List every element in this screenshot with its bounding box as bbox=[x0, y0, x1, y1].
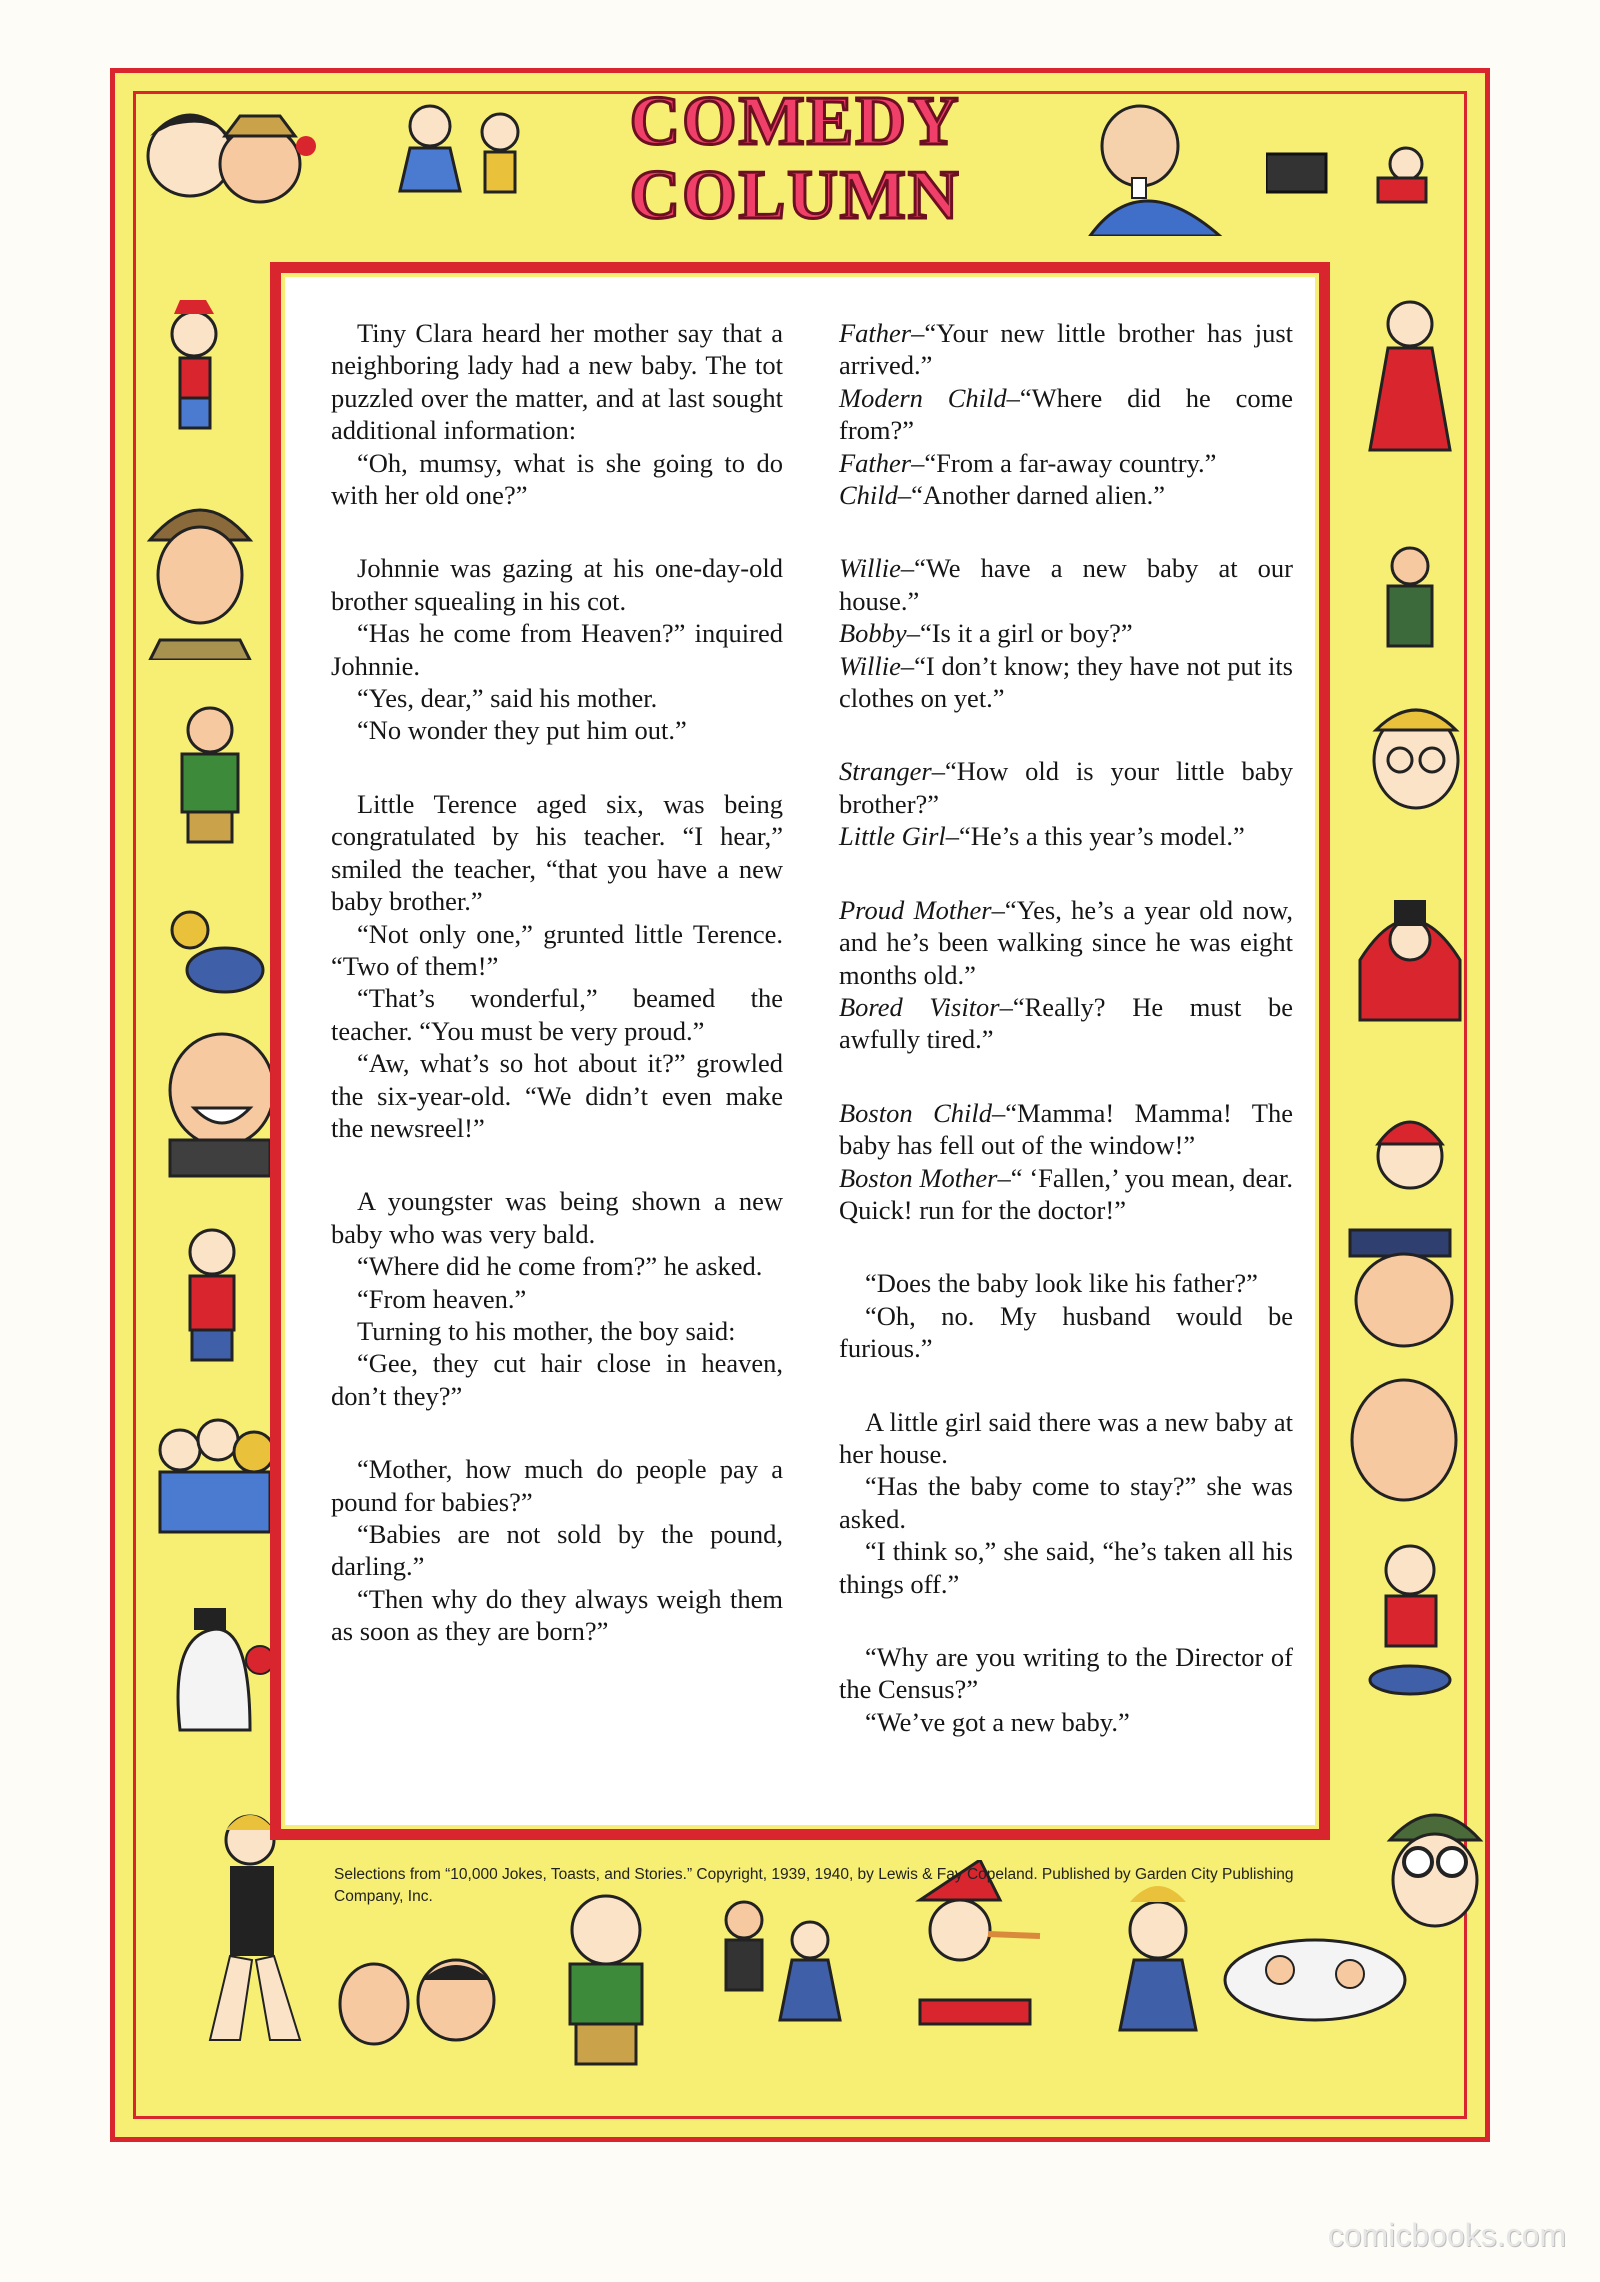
joke bbox=[839, 317, 1293, 511]
dancing-kids-cartoon bbox=[390, 96, 540, 216]
speaker-dash: – bbox=[931, 756, 945, 787]
joke bbox=[331, 1453, 783, 1647]
joke bbox=[839, 755, 1293, 852]
joke-paragraph bbox=[839, 1470, 1293, 1535]
joke-paragraph bbox=[331, 1283, 783, 1315]
ghost-with-flowers-cartoon bbox=[160, 1600, 280, 1740]
joke-text: “Does the baby look like his father?” bbox=[865, 1268, 1258, 1299]
joke-text: “Has he come from Heaven?” inquired Johnnie. bbox=[331, 618, 783, 681]
speaker-name: Stranger bbox=[839, 756, 932, 787]
camera-kid-cartoon bbox=[1266, 140, 1446, 210]
text-panel bbox=[270, 262, 1330, 1840]
magician-cartoon bbox=[1350, 880, 1470, 1050]
running-boy-cartoon bbox=[150, 300, 240, 450]
title-line-1: COMEDY bbox=[629, 83, 961, 160]
joke-text: “Is it a girl or boy?” bbox=[919, 618, 1133, 649]
joke-paragraph bbox=[839, 617, 1293, 649]
joke-text: “No wonder they put him out.” bbox=[357, 715, 687, 746]
speaker-dash: – bbox=[906, 618, 920, 649]
speaker-name: Proud Mother bbox=[839, 894, 992, 925]
baby-cartoon bbox=[1360, 1530, 1460, 1700]
joke-paragraph bbox=[839, 991, 1293, 1056]
copyright-credit: Selections from “10,000 Jokes, Toasts, and Stories.” Copyright, 1939, 1940, by Lewis & Fay Copeland. Published by Garden City Publishing Company, Inc. bbox=[334, 1866, 1294, 1905]
speaker-dash: – bbox=[900, 650, 915, 681]
speaker-dash: – bbox=[991, 894, 1005, 925]
joke-text: “I think so,” she said, “he’s taken all his things off.” bbox=[839, 1536, 1293, 1599]
joke-paragraph bbox=[839, 552, 1293, 617]
bathing-girl-cartoon bbox=[200, 1810, 320, 2070]
joke-paragraph bbox=[839, 382, 1293, 447]
joke-paragraph bbox=[839, 1300, 1293, 1365]
soldier-helmet-cartoon bbox=[140, 480, 260, 660]
whistling-boy-cartoon bbox=[170, 1220, 260, 1370]
joke bbox=[839, 1267, 1293, 1364]
speaker-name: Father bbox=[839, 447, 912, 478]
joke-paragraph bbox=[839, 479, 1293, 511]
joke-text: “Gee, they cut hair close in heaven, don’t they?” bbox=[331, 1348, 783, 1411]
joke-text: “Oh, mumsy, what is she going to do with her old one?” bbox=[331, 447, 783, 511]
smiling-boy-cartoon bbox=[540, 1880, 670, 2070]
title-line-2: COLUMN bbox=[629, 157, 961, 230]
joke-text: “Another darned alien.” bbox=[911, 480, 1165, 511]
joke bbox=[839, 552, 1293, 714]
left-column bbox=[331, 317, 783, 1689]
speaker-dash: – bbox=[897, 480, 912, 511]
joke-paragraph bbox=[331, 1347, 783, 1412]
joke-text: “Then why do they always weigh them as soon as they are born?” bbox=[331, 1583, 783, 1647]
text-panel-paper bbox=[281, 273, 1319, 1829]
speaker-dash: – bbox=[997, 1162, 1011, 1193]
joke-text: “We have a new baby at our house.” bbox=[839, 553, 1293, 616]
joke-paragraph bbox=[331, 1250, 783, 1282]
joke-paragraph bbox=[839, 1535, 1293, 1600]
joke-text: A little girl said there was a new baby at her house. bbox=[839, 1406, 1293, 1469]
joke bbox=[331, 317, 783, 511]
speaker-dash: – bbox=[911, 318, 925, 348]
redhead-kid-cartoon bbox=[1360, 1100, 1460, 1220]
joke-paragraph bbox=[839, 820, 1293, 852]
joke bbox=[839, 1097, 1293, 1227]
speaker-dash: – bbox=[992, 1097, 1006, 1128]
joke-text: “Where did he come from?” bbox=[839, 382, 1293, 446]
joke-text: “From a far-away country.” bbox=[924, 447, 1217, 478]
joke-text: “Aw, what’s so hot about it?” growled the six-year-old. “We didn’t even make the newsreel!” bbox=[331, 1048, 783, 1143]
joke-paragraph bbox=[839, 447, 1293, 479]
kneeling-soldier-cartoon bbox=[1360, 540, 1460, 670]
joke bbox=[331, 1185, 783, 1412]
sailor-and-oldman-cartoon bbox=[1340, 1220, 1470, 1520]
joke-text: “Why are you writing to the Director of the Census?” bbox=[839, 1642, 1293, 1705]
joke-paragraph bbox=[839, 650, 1293, 715]
right-column bbox=[839, 317, 1293, 1779]
watermark: comicbooks.com bbox=[1327, 2217, 1566, 2253]
girl-with-bow-cartoon bbox=[1100, 1880, 1220, 2070]
joke-paragraph bbox=[839, 317, 1293, 382]
joke-paragraph bbox=[331, 317, 783, 447]
joke-paragraph bbox=[331, 982, 783, 1047]
joke-text: “How old is your little baby brother?” bbox=[839, 756, 1293, 819]
boy-with-glasses-cartoon bbox=[1360, 680, 1470, 850]
joke-text: Johnnie was gazing at his one-day-old brother squealing in his cot. bbox=[331, 553, 783, 616]
speaker-dash: – bbox=[900, 553, 915, 584]
tramp-cartoon bbox=[160, 700, 270, 850]
joke-paragraph bbox=[839, 894, 1293, 991]
joke bbox=[331, 788, 783, 1144]
joke-text: “He’s a this year’s model.” bbox=[959, 821, 1245, 852]
bald-man-cartoon bbox=[1070, 96, 1240, 236]
joke-text: “Mother, how much do people pay a pound for babies?” bbox=[331, 1454, 783, 1517]
speaker-name: Bobby bbox=[839, 618, 907, 649]
joke-text: “Yes, he’s a year old now, and he’s been walking since he was eight months old.” bbox=[839, 894, 1293, 990]
speaker-dash: – bbox=[999, 991, 1013, 1022]
joke-text: “ ‘Fallen,’ you mean, dear. Quick! run for the doctor!” bbox=[839, 1162, 1293, 1225]
speaker-name: Willie bbox=[839, 553, 901, 584]
goggles-pilot-cartoon bbox=[1380, 1790, 1490, 1940]
joke-text: “Where did he come from?” he asked. bbox=[357, 1251, 763, 1282]
joke bbox=[839, 1641, 1293, 1738]
joke-paragraph bbox=[839, 1162, 1293, 1227]
joke-paragraph bbox=[839, 1097, 1293, 1162]
joke-paragraph bbox=[839, 1706, 1293, 1738]
joke-text: “Not only one,” grunted little Terence. “Two of them!” bbox=[331, 918, 783, 981]
joke-paragraph bbox=[331, 1518, 783, 1583]
joke-paragraph bbox=[331, 1047, 783, 1144]
joke-text: “Babies are not sold by the pound, darling.” bbox=[331, 1519, 783, 1582]
laughing-man-cartoon bbox=[150, 1030, 280, 1180]
speaker-dash: – bbox=[1006, 382, 1020, 413]
crawling-kid-cartoon bbox=[150, 900, 270, 1010]
joke-paragraph bbox=[331, 552, 783, 617]
joke-text: “I don’t know; they have not put its clothes on yet.” bbox=[839, 650, 1293, 714]
speaker-name: Father bbox=[839, 318, 912, 348]
fighting-crowd-cartoon bbox=[1220, 1920, 1410, 2040]
speaker-dash: – bbox=[945, 821, 960, 852]
joke-text: “That’s wonderful,” beamed the teacher. “You must be very proud.” bbox=[331, 983, 783, 1046]
speaker-name: Little Girl bbox=[839, 821, 946, 852]
joke-paragraph bbox=[839, 1406, 1293, 1471]
joke-text: Turning to his mother, the boy said: bbox=[357, 1315, 736, 1346]
couple-kissing-cartoon bbox=[130, 96, 330, 216]
speaker-name: Bored Visitor bbox=[839, 991, 1000, 1022]
speaker-dash: – bbox=[911, 447, 925, 478]
title-lettering bbox=[560, 80, 1030, 230]
joke-paragraph bbox=[331, 682, 783, 714]
speaker-name: Willie bbox=[839, 650, 901, 681]
joke bbox=[839, 894, 1293, 1056]
joke-paragraph bbox=[331, 788, 783, 918]
joke-paragraph bbox=[331, 918, 783, 983]
joke-paragraph bbox=[331, 1583, 783, 1648]
joke-paragraph bbox=[331, 1315, 783, 1347]
joke-paragraph bbox=[331, 714, 783, 746]
joke-text: “Your new little brother has just arrived.” bbox=[839, 318, 1293, 381]
three-kids-cartoon bbox=[150, 1410, 280, 1550]
joke-text: “Really? He must be awfully tired.” bbox=[839, 991, 1293, 1055]
joke-text: A youngster was being shown a new baby who was very bald. bbox=[331, 1186, 783, 1249]
lady-in-red-cartoon bbox=[1360, 290, 1470, 470]
joke-text: “Yes, dear,” said his mother. bbox=[357, 683, 658, 714]
joke bbox=[331, 552, 783, 746]
joke-text: “From heaven.” bbox=[357, 1283, 527, 1314]
joke-paragraph bbox=[839, 1641, 1293, 1706]
speaker-name: Boston Child bbox=[839, 1097, 993, 1128]
joke-paragraph bbox=[839, 1267, 1293, 1299]
joke-text: “Mamma! Mamma! The baby has fell out of the window!” bbox=[839, 1097, 1294, 1161]
joke-paragraph bbox=[839, 755, 1293, 820]
comedy-column-title bbox=[560, 80, 1030, 230]
joke-paragraph bbox=[331, 1185, 783, 1250]
speaker-name: Child bbox=[839, 480, 898, 511]
joke-paragraph bbox=[331, 1453, 783, 1518]
speaker-name: Boston Mother bbox=[839, 1162, 998, 1193]
joke bbox=[839, 1406, 1293, 1600]
joke-text: Tiny Clara heard her mother say that a neighboring lady had a new baby. The tot puzzled over the matter, and at last sought additional information: bbox=[331, 318, 783, 446]
joke-text: “Has the baby come to stay?” she was asked. bbox=[839, 1471, 1293, 1534]
joke-paragraph bbox=[331, 617, 783, 682]
joke-text: “We’ve got a new baby.” bbox=[865, 1706, 1130, 1737]
joke-paragraph bbox=[331, 447, 783, 512]
two-heads-cartoon bbox=[330, 1950, 510, 2060]
joke-text: Little Terence aged six, was being congratulated by his teacher. “I hear,” smiled the teacher, “that you have a new baby brother.” bbox=[331, 788, 783, 917]
speaker-name: Modern Child bbox=[839, 382, 1007, 413]
joke-text: “Oh, no. My husband would be furious.” bbox=[839, 1300, 1293, 1364]
